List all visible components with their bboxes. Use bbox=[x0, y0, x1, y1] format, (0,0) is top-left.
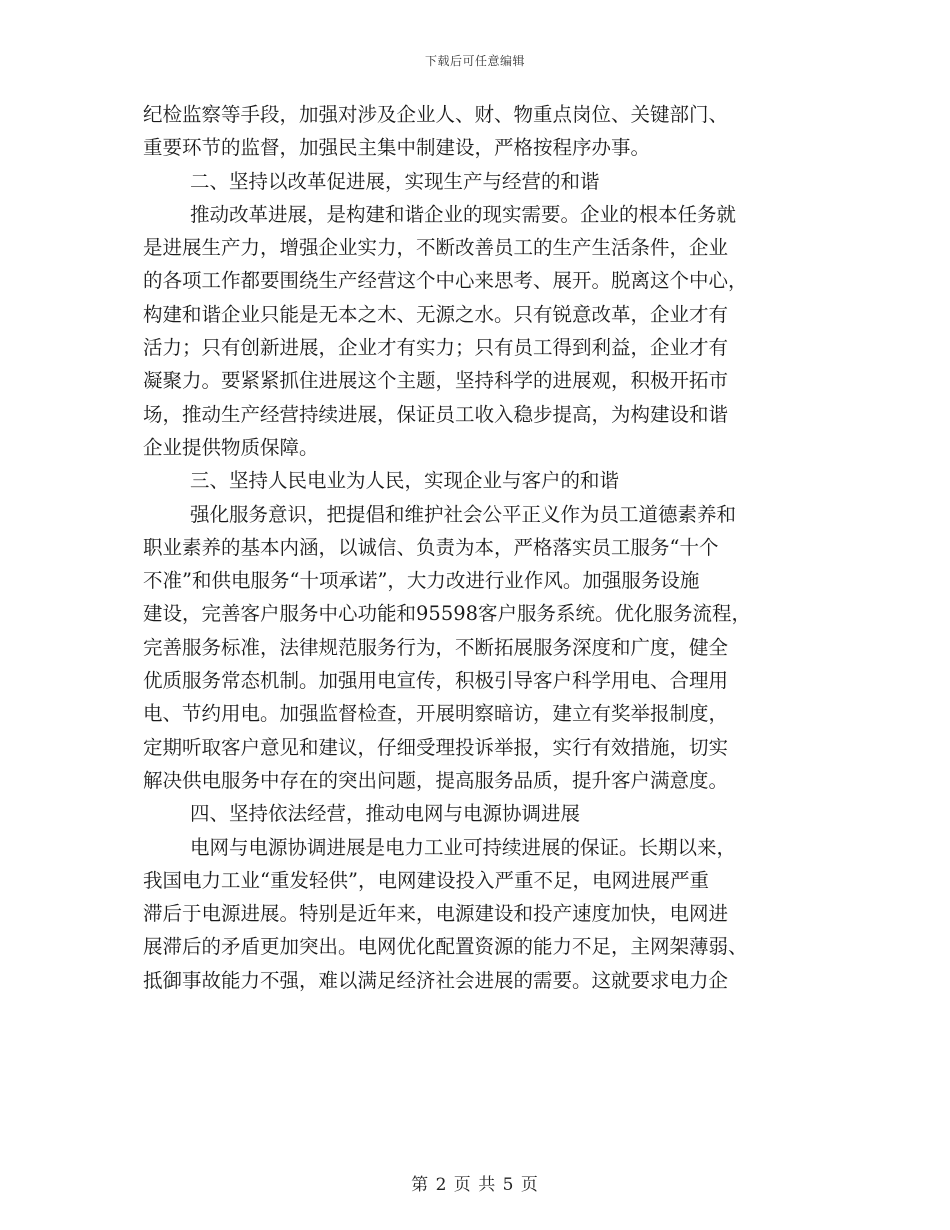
body-line: 优质服务常态机制。加强用电宣传，积极引导客户科学用电、合理用 bbox=[143, 669, 729, 693]
section-heading: 二、坚持以改革促进展，实现生产与经营的和谐 bbox=[190, 169, 600, 193]
document-body bbox=[143, 98, 807, 997]
body-line: 是进展生产力，增强企业实力，不断改善员工的生产生活条件，企业 bbox=[143, 236, 729, 260]
section-heading: 四、坚持依法经营，推动电网与电源协调进展 bbox=[190, 802, 581, 826]
body-line: 完善服务标准，法律规范服务行为，不断拓展服务深度和广度，健全 bbox=[143, 635, 729, 659]
body-line: 不准”和供电服务“十项承诺”，大力改进行业作风。加强服务设施 bbox=[143, 569, 700, 593]
body-line: 的各项工作都要围绕生产经营这个中心来思考、展开。脱离这个中心， bbox=[143, 269, 748, 293]
body-line: 凝聚力。要紧紧抓住进展这个主题，坚持科学的进展观，积极开拓市 bbox=[143, 369, 729, 393]
body-line: 推动改革进展，是构建和谐企业的现实需要。企业的根本任务就 bbox=[190, 202, 737, 226]
body-line: 电网与电源协调进展是电力工业可持续进展的保证。长期以来， bbox=[190, 835, 737, 859]
body-line: 职业素养的基本内涵，以诚信、负责为本，严格落实员工服务“十个 bbox=[143, 535, 719, 559]
body-line: 构建和谐企业只能是无本之木、无源之水。只有锐意改革，企业才有 bbox=[143, 302, 729, 326]
body-line: 纪检监察等手段，加强对涉及企业人、财、物重点岗位、关键部门、 bbox=[143, 103, 729, 126]
body-line: 抵御事故能力不强，难以满足经济社会进展的需要。这就要求电力企 bbox=[143, 968, 729, 992]
body-line: 解决供电服务中存在的突出问题，提高服务品质，提升客户满意度。 bbox=[143, 768, 729, 792]
body-line: 企业提供物质保障。 bbox=[143, 435, 319, 459]
body-line: 建设，完善客户服务中心功能和95598客户服务系统。优化服务流程， bbox=[143, 602, 752, 626]
body-line: 场，推动生产经营持续进展，保证员工收入稳步提高，为构建设和谐 bbox=[143, 402, 729, 426]
body-line: 强化服务意识，把提倡和维护社会公平正义作为员工道德素养和 bbox=[190, 502, 737, 526]
body-line: 定期听取客户意见和建议，仔细受理投诉举报，实行有效措施，切实 bbox=[143, 735, 729, 759]
page-header: 下载后可任意编辑 bbox=[424, 54, 525, 68]
section-heading: 三、坚持人民电业为人民，实现企业与客户的和谐 bbox=[190, 469, 620, 493]
body-line: 滞后于电源进展。特别是近年来，电源建设和投产速度加快，电网进 bbox=[143, 902, 729, 926]
body-line: 展滞后的矛盾更加突出。电网优化配置资源的能力不足，主网架薄弱、 bbox=[143, 935, 748, 959]
body-line: 电、节约用电。加强监督检查，开展明察暗访，建立有奖举报制度， bbox=[143, 702, 729, 726]
body-line: 活力；只有创新进展，企业才有实力；只有员工得到利益，企业才有 bbox=[143, 336, 729, 360]
body-line: 重要环节的监督，加强民主集中制建设，严格按程序办事。 bbox=[143, 136, 651, 160]
body-line: 我国电力工业“重发轻供”，电网建设投入严重不足，电网进展严重 bbox=[143, 868, 709, 892]
page-number: 第 2 页 共 5 页 bbox=[411, 1175, 539, 1195]
